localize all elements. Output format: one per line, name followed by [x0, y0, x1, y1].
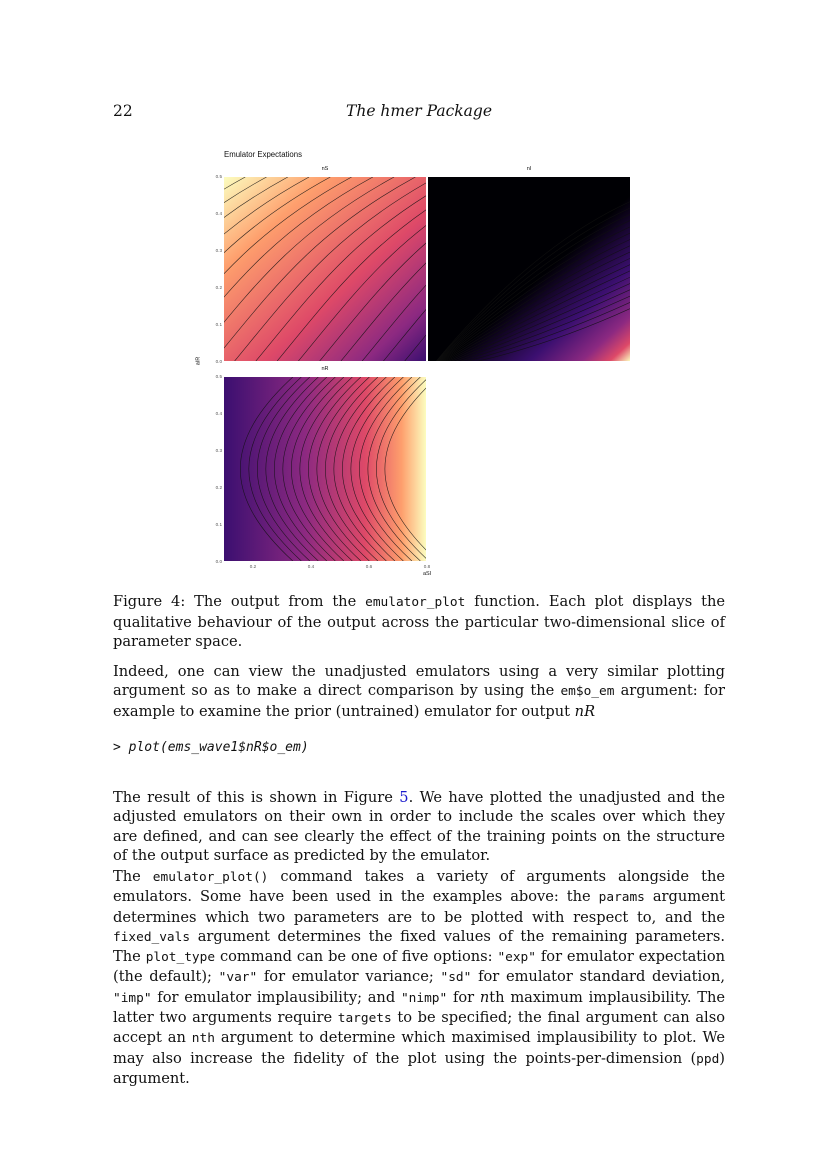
inline-code: "imp": [113, 990, 152, 1006]
inline-code: params: [598, 890, 645, 906]
y-tick-label: 0.0: [215, 559, 222, 564]
y-tick-label: 0.2: [215, 485, 222, 490]
page-header: [113, 102, 725, 122]
y-tick-label: 0.3: [215, 448, 222, 453]
x-tick-label: 0.8: [423, 564, 431, 569]
paragraph: Indeed, one can view the unadjusted emulators using a very similar plotting argument so as to make a direct comparison by using the em$o_em argument: for example to examine the prior (untrained) emulator for output nR: [113, 663, 725, 720]
y-tick-label: 0.5: [215, 374, 222, 379]
paragraph: The result of this is shown in Figure 5. We have plotted the unadjusted and the adjusted emulators on their own in order to include the scales over which they are defined, and can see clearly the effect of the training points on the structure of the output surface as predicted by the emulator.: [113, 789, 726, 864]
x-axis-label: aSI: [423, 571, 432, 577]
inline-code: "var": [218, 970, 258, 986]
inline-code: em$o_em: [560, 684, 615, 700]
y-tick-label: 0.1: [215, 322, 222, 327]
inline-code: emulator_plot: [365, 595, 466, 610]
inline-code: emulator_plot(): [152, 870, 269, 885]
panel-ni-contour: [428, 177, 630, 361]
figure-title: Emulator Expectations: [224, 150, 303, 159]
emulator-plot-figure: [195, 150, 532, 582]
x-tick-label: 0.4: [307, 564, 315, 569]
x-tick-label: 0.2: [249, 564, 257, 569]
paragraph: The emulator_plot() command takes a variety of arguments alongside the emulators. Some have been used in the examples above: the params argument determines which two parameters are to be plotted with respect to, and the fixed_vals argument determines the fixed values of the remaining parameters. The plot_type command can be one of five options: "exp" for emulator expectation (the default); "var" for emulator variance; "sd" for emulator standard deviation, "imp" for emulator implausibility; and "nimp" for nth maximum implausibility. The latter two arguments require targets to be specified; the final argument can also accept an nth argument to determine which maximised implausibility to plot. We may also increase the fidelity of the plot using the points-per-dimension (ppd) argument.: [113, 868, 726, 1087]
panel-nr-contour: [224, 377, 426, 561]
facet-label-ni: nI: [526, 166, 532, 172]
y-tick-label: 0.2: [215, 285, 222, 290]
panel-ns-contour: [224, 177, 426, 361]
inline-code: "nimp": [400, 990, 448, 1006]
caption-label: Figure 4:: [113, 593, 186, 610]
inline-code: plot_type: [145, 950, 216, 966]
code-block: > plot(ems_wave1$nR$o_em): [113, 740, 309, 755]
panel-background: [224, 177, 426, 361]
facet-label-ns: nS: [321, 166, 329, 172]
y-tick-label: 0.4: [215, 411, 222, 416]
math-symbol: n: [479, 988, 490, 1006]
y-tick-label: 0.0: [215, 359, 222, 364]
figure-reference-link[interactable]: 5: [399, 789, 409, 806]
running-title: The hmer Package: [346, 102, 492, 120]
inline-code: nth: [191, 1031, 215, 1047]
panel-background: [224, 377, 426, 561]
facet-label-nr: nR: [321, 366, 329, 372]
y-tick-label: 0.5: [215, 174, 222, 179]
y-axis-label: aIR: [195, 356, 202, 366]
y-tick-label: 0.1: [215, 522, 222, 527]
inline-code: targets: [337, 1011, 392, 1027]
y-tick-label: 0.4: [215, 211, 222, 216]
math-symbol: nR: [574, 702, 596, 720]
inline-code: fixed_vals: [113, 929, 191, 945]
y-tick-label: 0.3: [215, 248, 222, 253]
figure-caption: Figure 4: The output from the emulator_plot function. Each plot displays the qualitative behaviour of the output across the particular two-dimensional slice of parameter space.: [113, 593, 725, 650]
inline-code: "exp": [497, 950, 536, 966]
inline-code: "sd": [440, 970, 472, 986]
x-tick-label: 0.6: [365, 564, 373, 569]
page-number: 22: [113, 102, 133, 120]
inline-code: ppd: [696, 1051, 720, 1067]
